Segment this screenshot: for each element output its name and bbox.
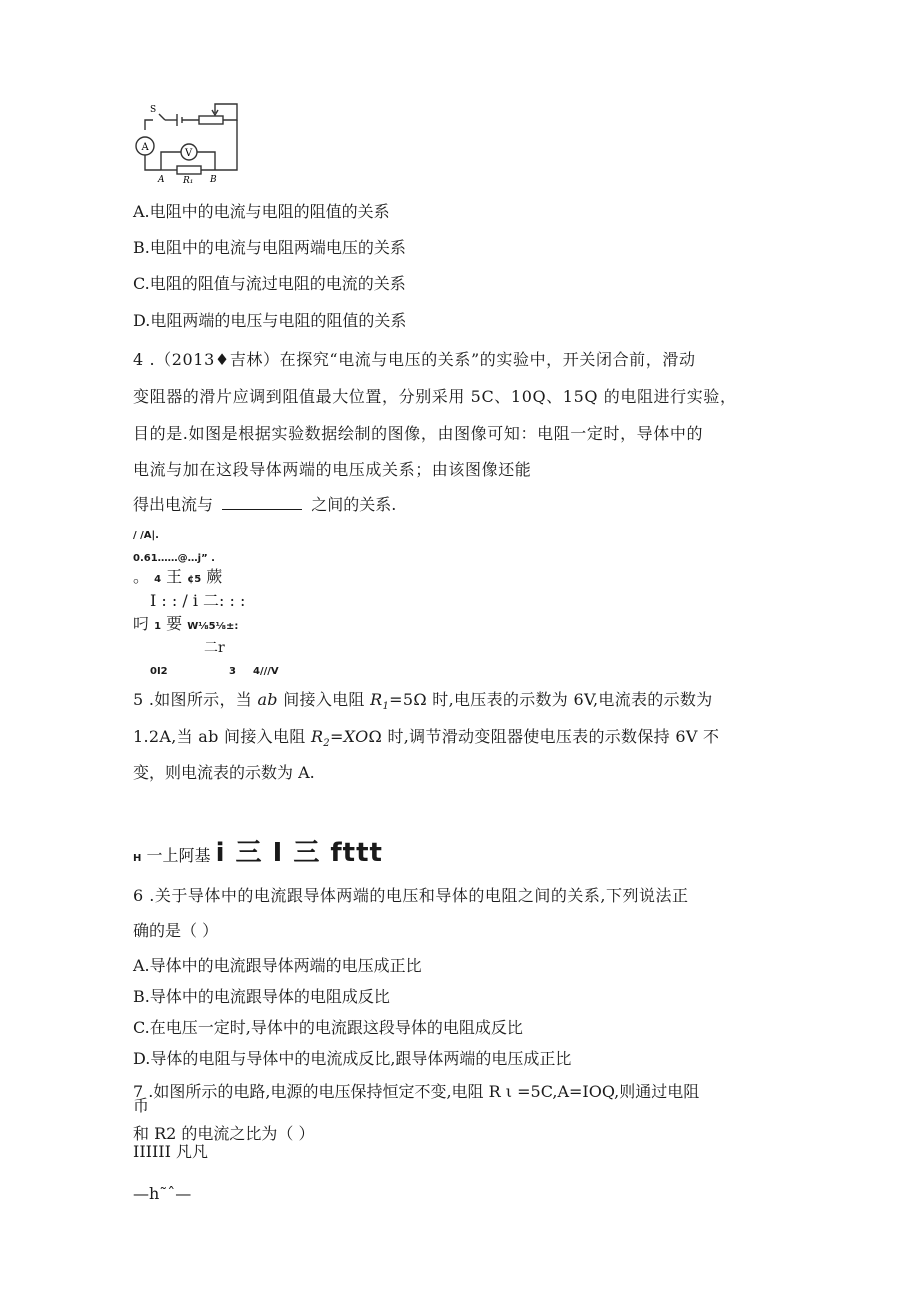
q7-line-2: 和 R2 的电流之比为（ ） bbox=[133, 1124, 315, 1143]
q6-line-2: 确的是（ ） bbox=[133, 921, 219, 940]
q5-r2: $R_2=XO$ bbox=[310, 727, 369, 750]
graph-text-5b: 1 bbox=[154, 621, 162, 632]
q5-line-1-ab: ab bbox=[257, 690, 278, 709]
q4-line-5-after: 之间的关系. bbox=[311, 495, 397, 514]
voltmeter-label: V bbox=[185, 148, 193, 159]
graph-text-1: / /A|. bbox=[133, 530, 159, 541]
q3-option-b: B.电阻中的电流与电阻两端电压的关系 bbox=[133, 238, 406, 257]
wire-bottom-left bbox=[145, 155, 161, 170]
resistor-r1 bbox=[177, 166, 201, 174]
point-b-label: B bbox=[210, 175, 217, 185]
section-heading-text: 一上阿基 bbox=[146, 846, 211, 865]
q5-line-1 bbox=[133, 690, 713, 717]
q6-option-b: B.导体中的电流跟导体的电阻成反比 bbox=[133, 987, 390, 1006]
graph-text-5 bbox=[133, 614, 238, 637]
graph-text-6: 二r bbox=[204, 640, 225, 656]
q4-line-5-before: 得出电流与 bbox=[133, 495, 214, 514]
ammeter-label: A bbox=[141, 142, 149, 153]
q7-overlap-char: 币 bbox=[133, 1096, 150, 1115]
q3-option-d: D.电阻两端的电压与电阻的阻值的关系 bbox=[133, 311, 407, 330]
q3-option-a: A.电阻中的电流与电阻的阻值的关系 bbox=[133, 202, 390, 221]
q4-line-1: 4 .（2013♦吉林）在探究“电流与电压的关系”的实验中，开关闭合前，滑动 bbox=[133, 350, 696, 369]
graph-text-5a: 叼 bbox=[133, 614, 150, 633]
graph-text-3b: 4 bbox=[154, 574, 162, 585]
graph-text-2: 0.61……@…j” . bbox=[133, 553, 215, 564]
battery-symbol bbox=[177, 114, 182, 126]
graph-text-3d: ¢5 bbox=[187, 574, 202, 585]
graph-text-7b: 3 bbox=[229, 666, 236, 677]
q3-option-c: C.电阻的阻值与流过电阻的电流的关系 bbox=[133, 274, 406, 293]
rheostat-slider-wire bbox=[215, 104, 237, 120]
q7-line-3: IIIIII 凡凡 bbox=[133, 1142, 209, 1161]
graph-text-4: I : : / i 二: : : bbox=[150, 591, 246, 610]
section-heading-h: H bbox=[133, 853, 142, 864]
wire-right bbox=[201, 120, 237, 170]
q5-r1: $R_1$ bbox=[370, 690, 390, 713]
graph-text-3c: 王 bbox=[166, 567, 183, 586]
wire-top-left bbox=[145, 120, 153, 130]
q7-line-4: —h˜ˆ— bbox=[133, 1184, 192, 1203]
graph-text-5d: W⅛5⅛±: bbox=[187, 621, 239, 632]
graph-text-3 bbox=[133, 567, 222, 590]
q6-option-d: D.导体的电阻与导体中的电流成反比,跟导体两端的电压成正比 bbox=[133, 1049, 572, 1068]
graph-text-3e: 蕨 bbox=[206, 567, 223, 586]
q7-line-1: 7 .如图所示的电路,电源的电压保持恒定不变,电阻 R ι =5C,A=IOQ,则通过电阻 bbox=[133, 1082, 700, 1101]
q5-line-1c: =5Ω 时,电压表的示数为 6V,电流表的示数为 bbox=[389, 690, 713, 709]
section-heading bbox=[133, 838, 383, 874]
q5-line-3: 变，则电流表的示数为 A. bbox=[133, 763, 315, 782]
circuit-diagram bbox=[133, 100, 243, 188]
q5-line-2a: 1.2A,当 ab 间接入电阻 bbox=[133, 727, 306, 746]
q5-line-1b: 间接入电阻 bbox=[283, 690, 365, 709]
rheostat-body bbox=[199, 116, 223, 124]
point-a-label: A bbox=[158, 175, 165, 185]
section-heading-big: i 三 I 三 fttt bbox=[215, 838, 383, 868]
q6-option-c: C.在电压一定时,导体中的电流跟这段导体的电阻成反比 bbox=[133, 1018, 523, 1037]
q4-line-3: 目的是.如图是根据实验数据绘制的图像，由图像可知：电阻一定时，导体中的 bbox=[133, 424, 704, 443]
q5-line-2d: Ω 时,调节滑动变阻器使电压表的示数保持 6V 不 bbox=[368, 727, 720, 746]
switch-label: S bbox=[150, 105, 157, 115]
q6-option-a: A.导体中的电流跟导体两端的电压成正比 bbox=[133, 956, 422, 975]
graph-text-3a: 。 bbox=[133, 567, 150, 586]
q6-line-1: 6 .关于导体中的电流跟导体两端的电压和导体的电阻之间的关系,下列说法正 bbox=[133, 886, 689, 905]
graph-text-7a: 0I2 bbox=[150, 666, 168, 677]
q4-line-2: 变阻器的滑片应调到阻值最大位置，分别采用 5C、10Q、15Q 的电阻进行实验， bbox=[133, 387, 737, 406]
q5-line-1a: 5 .如图所示，当 bbox=[133, 690, 253, 709]
resistor-label: R₁ bbox=[183, 176, 194, 186]
q5-line-2 bbox=[133, 727, 719, 754]
graph-text-7c: 4///V bbox=[253, 666, 279, 677]
graph-text-5c: 要 bbox=[166, 614, 183, 633]
switch-blade bbox=[159, 114, 165, 120]
q4-line-4: 电流与加在这段导体两端的电压成关系；由该图像还能 bbox=[133, 460, 532, 479]
q4-line-5 bbox=[133, 495, 396, 515]
q4-answer-blank[interactable] bbox=[222, 495, 302, 510]
